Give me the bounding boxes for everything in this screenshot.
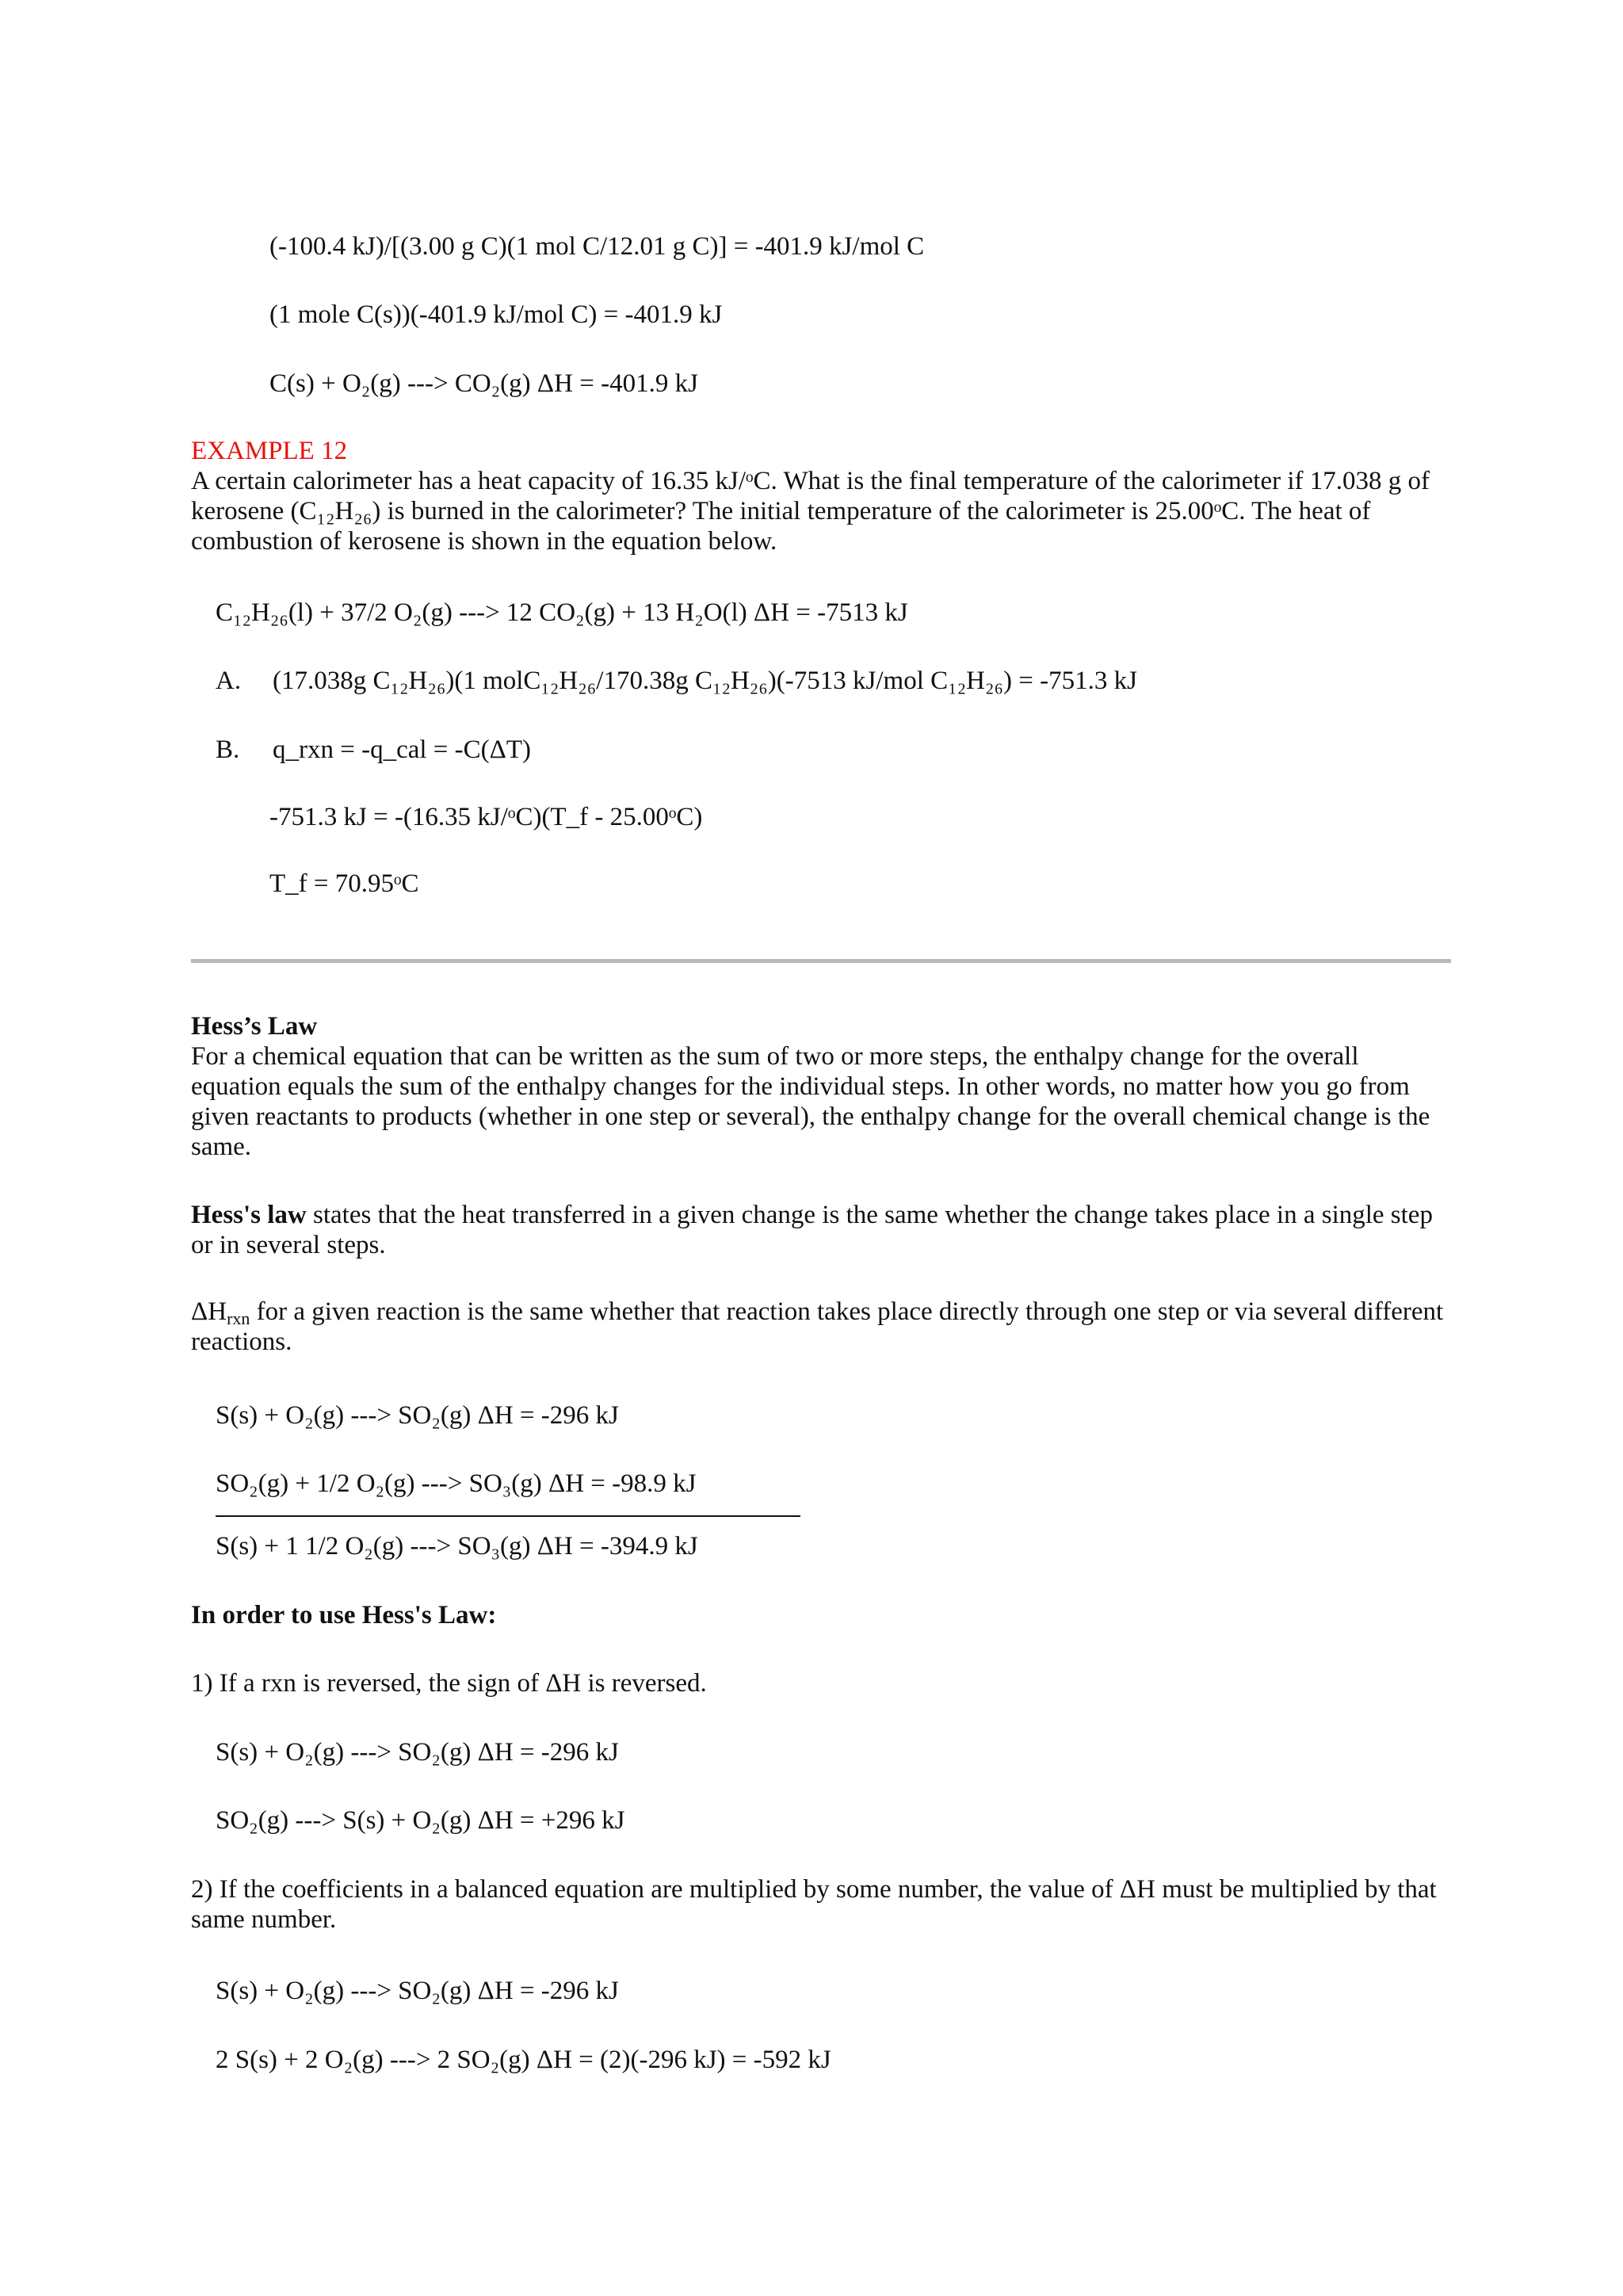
equation-line: S(s) + O₂(g) ---> SO₂(g) ΔH = -296 kJ	[216, 1738, 619, 1767]
equation-line: S(s) + O₂(g) ---> SO₂(g) ΔH = -296 kJ	[216, 1977, 619, 2005]
equation-line: (1 mole C(s))(-401.9 kJ/mol C) = -401.9 kJ	[269, 300, 723, 329]
step-a-equation: (17.038g C₁₂H₂₆)(1 molC₁₂H₂₆/170.38g C₁₂H₂₆)(-7513 kJ/mol C₁₂H₂₆) = -751.3 kJ	[273, 667, 1137, 695]
summation-total: S(s) + 1 1/2 O₂(g) ---> SO₃(g) ΔH = -394.9 kJ	[216, 1532, 698, 1561]
delta-h-paragraph: $\Delta H_{rxn}$ for a given reaction is the same whether that reaction takes place directly through one step or via several different reactions.	[191, 1297, 1444, 1356]
step-a	[216, 666, 1137, 696]
step-b	[216, 735, 531, 765]
rule-2: 2) If the coefficients in a balanced equation are multiplied by some number, the value of ΔH must be multiplied by that same number.	[191, 1875, 1437, 1934]
equation-line: C(s) + O₂(g) ---> CO₂(g) ΔH = -401.9 kJ	[269, 369, 698, 398]
equation-line: S(s) + O₂(g) ---> SO₂(g) ΔH = -296 kJ	[216, 1401, 619, 1430]
equation-line: T_f = 70.95ᵒC	[269, 869, 419, 898]
hess-definition-paragraph: For a chemical equation that can be written as the sum of two or more steps, the enthalpy change for the overall equation equals the sum of the enthalpy changes for the individual steps. In other words, no matter how you go from given reactants to products (whether in one step or several), the enthalpy change for the overall chemical change is the same.	[191, 1042, 1430, 1161]
hess-statement-paragraph: Hess's law states that the heat transferred in a given change is the same whether the change takes place in a single step or in several steps.	[191, 1201, 1433, 1259]
step-label: A.	[216, 667, 242, 695]
equation-line: 2 S(s) + 2 O₂(g) ---> 2 SO₂(g) ΔH = (2)(-296 kJ) = -592 kJ	[216, 2046, 831, 2074]
equation-line: SO₂(g) ---> S(s) + O₂(g) ΔH = +296 kJ	[216, 1806, 625, 1835]
problem-paragraph: A certain calorimeter has a heat capacity of 16.35 kJ/ᵒC. What is the final temperature of the calorimeter if 17.038 g of kerosene (C₁₂H₂₆) is burned in the calorimeter? The initial temperature of the calorimeter is 25.00ᵒC. The heat of combustion of kerosene is shown in the equation below.	[191, 467, 1430, 556]
step-b-equation: q_rxn = -q_cal = -C(ΔT)	[273, 735, 532, 764]
equation-line: (-100.4 kJ)/[(3.00 g C)(1 mol C/12.01 g C)] = -401.9 kJ/mol C	[269, 232, 925, 261]
step-label: B.	[216, 735, 240, 764]
example-heading: EXAMPLE 12	[191, 437, 348, 465]
section-heading: Hess’s Law	[191, 1012, 318, 1041]
equation-line: -751.3 kJ = -(16.35 kJ/ᵒC)(T_f - 25.00ᵒC)	[269, 803, 703, 831]
rule-1: 1) If a rxn is reversed, the sign of ΔH is reversed.	[191, 1669, 707, 1698]
rules-heading: In order to use Hess's Law:	[191, 1601, 497, 1629]
equation-line: SO₂(g) + 1/2 O₂(g) ---> SO₃(g) ΔH = -98.9 kJ	[216, 1469, 697, 1498]
reaction-equation: C₁₂H₂₆(l) + 37/2 O₂(g) ---> 12 CO₂(g) + 13 H₂O(l) ΔH = -7513 kJ	[216, 598, 908, 627]
section-divider	[191, 959, 1451, 963]
summation-rule	[216, 1515, 800, 1517]
hess-law-term: Hess's law	[191, 1201, 307, 1229]
